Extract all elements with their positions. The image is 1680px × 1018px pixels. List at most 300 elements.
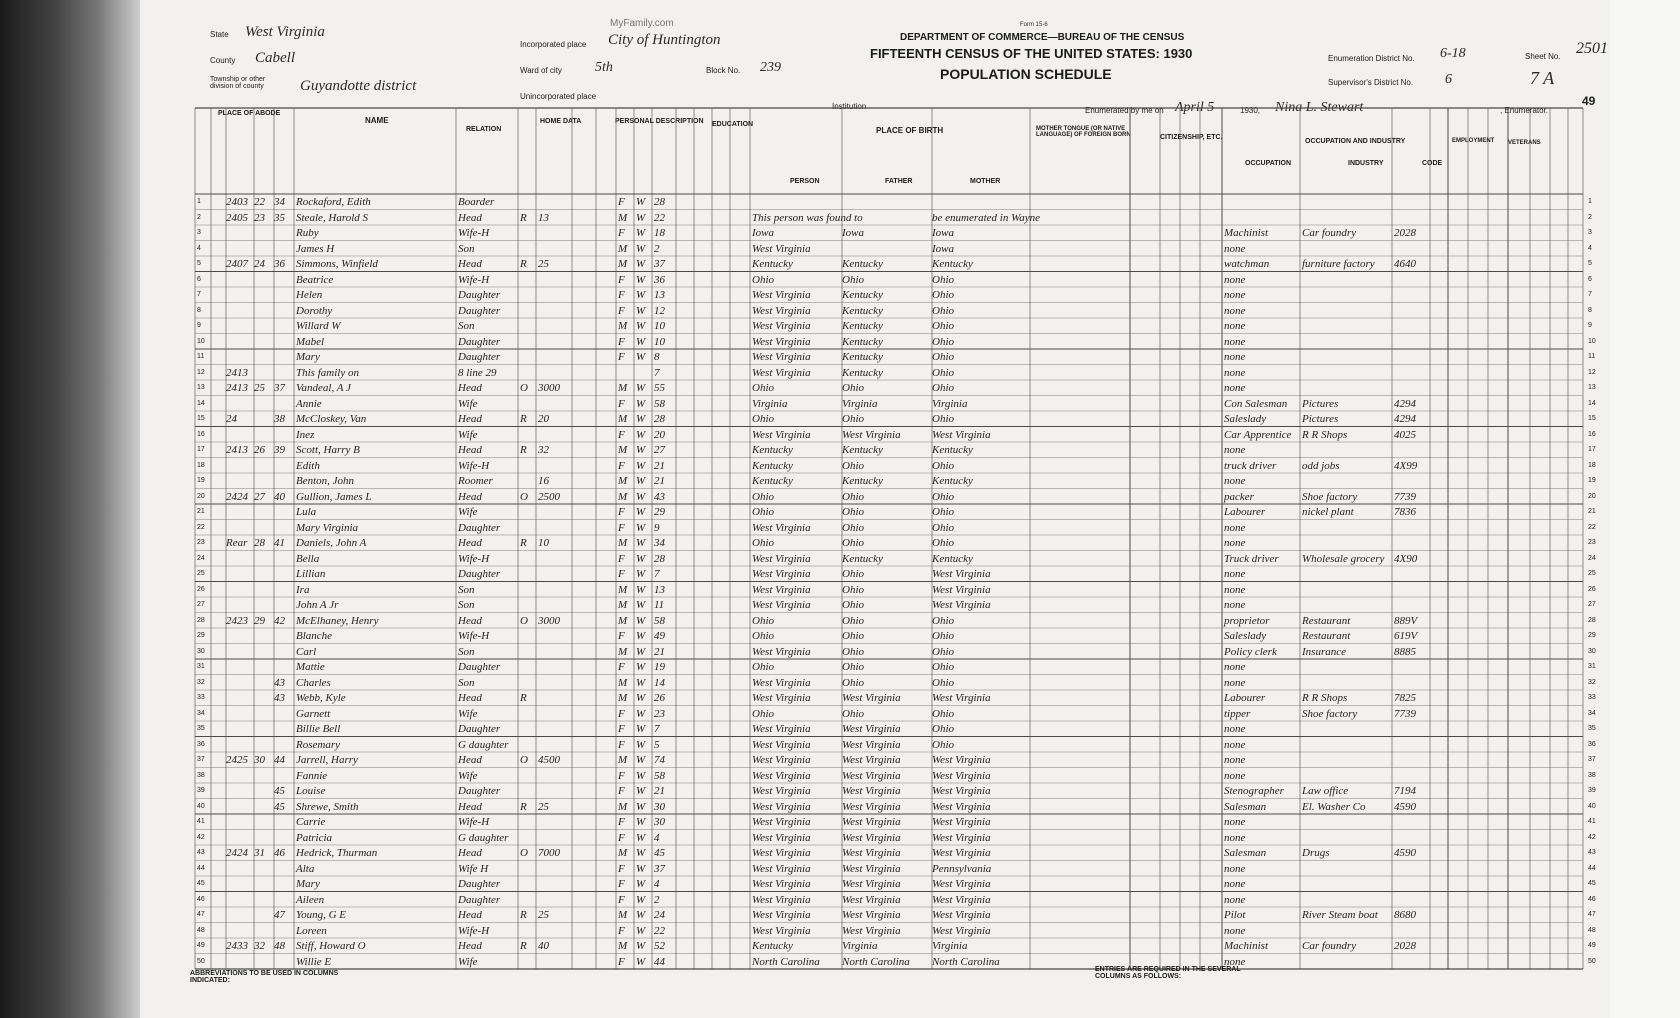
cell-mother: Ohio xyxy=(932,335,954,348)
cell-age: 29 xyxy=(654,506,665,518)
cell-rel: Daughter xyxy=(458,304,501,317)
cell-name: Hedrick, Thurman xyxy=(296,847,378,859)
cell-birth: West Virginia xyxy=(752,242,811,255)
col-place-of-abode: PLACE OF ABODE xyxy=(218,110,281,117)
cell-occ: none xyxy=(1224,862,1246,875)
ward-label: Ward of city xyxy=(520,66,562,75)
cell-birth: West Virginia xyxy=(752,676,811,689)
cell-race: W xyxy=(636,816,646,828)
township-value: Guyandotte district xyxy=(300,78,417,94)
cell-house: 2403 xyxy=(226,196,248,208)
cell-occ: none xyxy=(1224,273,1246,286)
cell-no: 17 xyxy=(197,446,205,453)
cell-occ: tipper xyxy=(1224,707,1251,720)
cell-father: Virginia xyxy=(842,397,878,410)
cell-name: Jarrell, Harry xyxy=(296,754,358,766)
right-line-number: 16 xyxy=(1588,430,1596,438)
cell-race: W xyxy=(636,273,646,286)
cell-home: R xyxy=(520,258,527,270)
cell-home: R xyxy=(520,211,527,224)
right-line-number: 14 xyxy=(1588,399,1596,407)
cell-mother: Pennsylvania xyxy=(932,862,992,875)
cell-age: 22 xyxy=(654,211,665,224)
cell-name: Scott, Harry B xyxy=(296,444,360,456)
cell-birth: This person was found to xyxy=(752,211,863,224)
cell-age: 8 xyxy=(654,351,660,363)
cell-ind: River Steam boat xyxy=(1302,909,1378,921)
cell-age: 24 xyxy=(654,909,665,921)
cell-mother: Iowa xyxy=(932,227,954,239)
cell-rel: Wife xyxy=(458,428,478,441)
cell-ind: R R Shops xyxy=(1302,692,1348,704)
cell-race: W xyxy=(636,304,646,317)
cell-home: O xyxy=(520,490,528,503)
cell-father: Kentucky xyxy=(842,552,883,565)
cell-birth: Kentucky xyxy=(752,459,793,472)
cell-mother: West Virginia xyxy=(932,847,991,859)
right-line-number: 46 xyxy=(1588,895,1596,903)
cell-code: 8885 xyxy=(1394,645,1416,658)
census-title: FIFTEENTH CENSUS OF THE UNITED STATES: 1930 xyxy=(870,46,1193,61)
cell-ind: Insurance xyxy=(1302,645,1346,658)
cell-race: W xyxy=(636,893,646,906)
right-line-number: 11 xyxy=(1588,353,1596,360)
col-relation: RELATION xyxy=(466,126,502,133)
cell-sex: F xyxy=(618,304,625,317)
cell-ind: Car foundry xyxy=(1302,227,1357,239)
cell-rel: Wife xyxy=(458,707,478,720)
cell-race: W xyxy=(636,428,646,441)
cell-home: R xyxy=(520,909,527,921)
cell-rel: Daughter xyxy=(458,568,501,580)
cell-age: 21 xyxy=(654,475,665,487)
cell-race: W xyxy=(636,940,646,952)
cell-birth: West Virginia xyxy=(752,351,811,363)
cell-mother: Ohio xyxy=(932,521,954,534)
cell-occ: Salesman xyxy=(1224,800,1267,813)
institution-label: Institution xyxy=(832,102,867,111)
right-line-number: 18 xyxy=(1588,461,1596,469)
cell-sex: M xyxy=(618,754,628,766)
cell-occ: none xyxy=(1224,723,1246,735)
state-value: West Virginia xyxy=(245,24,325,40)
cell-race: W xyxy=(636,351,646,363)
unincorporated-label: Unincorporated place xyxy=(520,92,597,101)
cell-code: 889V xyxy=(1394,614,1418,627)
cell-father: Kentucky xyxy=(842,258,883,270)
cell-rel: Head xyxy=(458,909,482,921)
right-line-number: 35 xyxy=(1588,725,1596,732)
right-line-number: 40 xyxy=(1588,802,1596,810)
cell-sex: M xyxy=(618,583,628,596)
cell-sex: F xyxy=(618,769,625,782)
cell-rel: Head xyxy=(458,382,482,394)
cell-rel: Head xyxy=(458,258,482,270)
right-line-number: 6 xyxy=(1588,275,1592,283)
cell-home: O xyxy=(520,382,528,394)
right-line-number: 23 xyxy=(1588,539,1596,546)
cell-age: 37 xyxy=(654,258,665,270)
cell-father: North Carolina xyxy=(842,955,910,968)
cell-age: 43 xyxy=(654,490,665,503)
cell-age: 18 xyxy=(654,227,665,239)
cell-family: 45 xyxy=(274,800,285,813)
cell-age: 45 xyxy=(654,847,665,859)
cell-father: Kentucky xyxy=(842,366,883,379)
cell-code: 4X99 xyxy=(1394,459,1418,472)
cell-rel: Head xyxy=(458,537,482,549)
right-line-number: 30 xyxy=(1588,647,1596,655)
cell-family: 35 xyxy=(274,211,285,224)
cell-birth: West Virginia xyxy=(752,738,811,751)
cell-occ: none xyxy=(1224,521,1246,534)
cell-age: 13 xyxy=(654,289,665,301)
cell-birth: West Virginia xyxy=(752,878,811,890)
cell-occ: none xyxy=(1224,878,1246,890)
cell-occ: Machinist xyxy=(1224,940,1268,952)
stamp-number: 2501 xyxy=(1576,40,1608,57)
cell-name: Mary xyxy=(296,878,320,890)
cell-race: W xyxy=(636,831,646,844)
cell-birth: Kentucky xyxy=(752,475,793,487)
cell-family: 41 xyxy=(274,537,285,549)
cell-sex: M xyxy=(618,909,628,921)
cell-ind: Restaurant xyxy=(1302,630,1351,642)
cell-occ: none xyxy=(1224,568,1246,580)
cell-age: 4 xyxy=(654,831,660,844)
cell-sex: F xyxy=(618,831,625,844)
cell-home: R xyxy=(520,537,527,549)
cell-occ: none xyxy=(1224,924,1246,937)
right-line-number: 5 xyxy=(1588,260,1592,267)
cell-age: 19 xyxy=(654,661,665,673)
right-line-number: 45 xyxy=(1588,880,1596,887)
cell-rel: Daughter xyxy=(458,351,501,363)
cell-sex: M xyxy=(618,537,628,549)
col-occupation: OCCUPATION xyxy=(1245,160,1292,167)
cell-father: Ohio xyxy=(842,707,864,720)
col-industry: INDUSTRY xyxy=(1348,160,1384,167)
cell-birth: West Virginia xyxy=(752,692,811,704)
col-home-data: HOME DATA xyxy=(540,118,582,125)
cell-rel: Head xyxy=(458,211,482,224)
cell-dwelling: 32 xyxy=(254,940,265,952)
cell-sex: M xyxy=(618,475,628,487)
cell-val: 20 xyxy=(538,413,549,425)
cell-age: 34 xyxy=(654,537,665,549)
cell-age: 30 xyxy=(654,816,665,828)
col-veterans: VETERANS xyxy=(1508,140,1541,146)
right-line-number: 15 xyxy=(1588,415,1596,422)
cell-occ: none xyxy=(1224,661,1246,673)
cell-rel: Daughter xyxy=(458,723,501,735)
cell-occ: none xyxy=(1224,599,1246,611)
cell-father: West Virginia xyxy=(842,428,901,441)
cell-family: 42 xyxy=(274,614,285,627)
cell-occ: Stenographer xyxy=(1224,785,1284,797)
cell-race: W xyxy=(636,397,646,410)
cell-house: 2424 xyxy=(226,847,248,859)
cell-name: Lillian xyxy=(296,568,326,580)
cell-birth: West Virginia xyxy=(752,909,811,921)
right-line-number: 39 xyxy=(1588,787,1596,794)
cell-mother: Kentucky xyxy=(932,258,973,270)
cell-sex: M xyxy=(618,211,628,224)
cell-no: 26 xyxy=(197,585,205,593)
cell-sex: F xyxy=(618,862,625,875)
right-line-number: 38 xyxy=(1588,771,1596,779)
cell-mother: Ohio xyxy=(932,676,954,689)
cell-no: 11 xyxy=(197,353,205,360)
cell-occ: none xyxy=(1224,475,1246,487)
cell-no: 27 xyxy=(197,601,205,608)
cell-ind: Restaurant xyxy=(1302,614,1351,627)
col-occupation-industry: OCCUPATION AND INDUSTRY xyxy=(1305,138,1406,145)
entries-required-title: ENTRIES ARE REQUIRED IN THE SEVERAL COLUMNS AS FOLLOWS: xyxy=(1095,966,1241,980)
cell-no: 44 xyxy=(197,864,205,872)
cell-sex: F xyxy=(618,568,625,580)
cell-family: 38 xyxy=(274,413,285,425)
cell-rel: Daughter xyxy=(458,893,501,906)
cell-rel: Wife xyxy=(458,769,478,782)
cell-age: 74 xyxy=(654,754,665,766)
enumerated-year: 1930, xyxy=(1240,106,1261,115)
cell-age: 11 xyxy=(654,599,665,611)
cell-no: 14 xyxy=(197,399,205,407)
cell-name: Willard W xyxy=(296,320,341,332)
cell-name: Alta xyxy=(296,862,315,875)
cell-father: Ohio xyxy=(842,490,864,503)
cell-mother: Ohio xyxy=(932,614,954,627)
cell-father: Kentucky xyxy=(842,351,883,363)
cell-rel: Boarder xyxy=(458,196,495,208)
cell-race: W xyxy=(636,723,646,735)
cell-family: 40 xyxy=(274,490,285,503)
cell-occ: none xyxy=(1224,676,1246,689)
cell-race: W xyxy=(636,211,646,224)
cell-race: W xyxy=(636,552,646,565)
cell-sex: M xyxy=(618,645,628,658)
cell-ind: Shoe factory xyxy=(1302,707,1358,720)
cell-birth: West Virginia xyxy=(752,831,811,844)
supervisor-label: Supervisor's District No. xyxy=(1328,78,1414,87)
page-number: 49 xyxy=(1582,94,1596,108)
right-line-number: 25 xyxy=(1588,570,1596,577)
cell-ind: odd jobs xyxy=(1302,459,1340,472)
cell-father: Ohio xyxy=(842,382,864,394)
cell-sex: F xyxy=(618,738,625,751)
cell-race: W xyxy=(636,785,646,797)
cell-sex: F xyxy=(618,785,625,797)
cell-sex: M xyxy=(618,258,628,270)
cell-name: Mabel xyxy=(296,335,325,348)
cell-birth: West Virginia xyxy=(752,568,811,580)
cell-dwelling: 24 xyxy=(254,258,265,270)
cell-dwelling: 30 xyxy=(254,754,265,766)
cell-mother: West Virginia xyxy=(932,568,991,580)
cell-code: 4294 xyxy=(1394,397,1416,410)
enumerated-date: April 5 xyxy=(1175,100,1215,115)
col-mother-tongue: MOTHER TONGUE (OR NATIVE LANGUAGE) OF FOREIGN BORN xyxy=(1036,126,1131,138)
right-line-number: 29 xyxy=(1588,632,1596,639)
cell-age: 21 xyxy=(654,785,665,797)
cell-rel: Wife-H xyxy=(458,227,490,239)
cell-occ: none xyxy=(1224,955,1246,968)
cell-occ: none xyxy=(1224,738,1246,751)
cell-no: 12 xyxy=(197,368,205,376)
cell-race: W xyxy=(636,878,646,890)
cell-name: Steale, Harold S xyxy=(296,211,368,224)
cell-rel: Head xyxy=(458,800,482,813)
cell-no: 23 xyxy=(197,539,205,546)
cell-name: Bella xyxy=(296,552,320,565)
cell-name: Mary xyxy=(296,351,320,363)
cell-birth: Virginia xyxy=(752,397,788,410)
cell-father: Ohio xyxy=(842,599,864,611)
cell-val: 2500 xyxy=(538,490,560,503)
cell-race: W xyxy=(636,475,646,487)
cell-mother: West Virginia xyxy=(932,800,991,813)
cell-name: McCloskey, Van xyxy=(296,413,367,425)
cell-ind: Wholesale grocery xyxy=(1302,552,1385,565)
cell-race: W xyxy=(636,909,646,921)
county-value: Cabell xyxy=(255,50,295,66)
cell-dwelling: 22 xyxy=(254,196,265,208)
cell-father: West Virginia xyxy=(842,878,901,890)
cell-mother: Ohio xyxy=(932,738,954,751)
cell-birth: West Virginia xyxy=(752,583,811,596)
cell-birth: Kentucky xyxy=(752,258,793,270)
cell-no: 47 xyxy=(197,911,205,918)
cell-mother: Iowa xyxy=(932,242,954,255)
cell-sex: F xyxy=(618,630,625,642)
cell-mother: West Virginia xyxy=(932,599,991,611)
cell-race: W xyxy=(636,599,646,611)
cell-code: 4X90 xyxy=(1394,552,1418,565)
cell-sex: F xyxy=(618,506,625,518)
cell-birth: West Virginia xyxy=(752,862,811,875)
cell-no: 9 xyxy=(197,322,201,329)
right-line-number: 34 xyxy=(1588,709,1596,717)
cell-mother: Ohio xyxy=(932,382,954,394)
cell-name: Dorothy xyxy=(296,304,333,317)
cell-house: 2407 xyxy=(226,258,248,270)
incorporated-value: City of Huntington xyxy=(608,32,721,48)
cell-father: West Virginia xyxy=(842,847,901,859)
right-line-number: 32 xyxy=(1588,678,1596,686)
cell-occ: none xyxy=(1224,366,1246,379)
cell-rel: Daughter xyxy=(458,335,501,348)
cell-mother: Kentucky xyxy=(932,444,973,456)
cell-no: 4 xyxy=(197,244,201,252)
cell-rel: Wife-H xyxy=(458,630,490,642)
cell-rel: G daughter xyxy=(458,831,509,844)
cell-sex: F xyxy=(618,335,625,348)
cell-no: 48 xyxy=(197,926,205,934)
cell-race: W xyxy=(636,490,646,503)
cell-sex: M xyxy=(618,692,628,704)
cell-rel: Wife xyxy=(458,506,478,518)
cell-birth: West Virginia xyxy=(752,800,811,813)
schedule-title: POPULATION SCHEDULE xyxy=(940,66,1112,82)
cell-dwelling: 23 xyxy=(254,211,265,224)
cell-name: Patricia xyxy=(296,831,333,844)
cell-rel: Son xyxy=(458,242,475,255)
cell-house: 2425 xyxy=(226,754,248,766)
ed-value: 6-18 xyxy=(1440,46,1466,61)
cell-birth: West Virginia xyxy=(752,847,811,859)
cell-name: Billie Bell xyxy=(296,723,341,735)
cell-mother: Ohio xyxy=(932,351,954,363)
cell-no: 38 xyxy=(197,771,205,779)
cell-occ: none xyxy=(1224,831,1246,844)
cell-val: 25 xyxy=(538,909,549,921)
cell-house: 2413 xyxy=(226,366,248,379)
cell-father: Ohio xyxy=(842,459,864,472)
cell-val: 3000 xyxy=(538,382,560,394)
cell-age: 7 xyxy=(654,568,660,580)
cell-age: 4 xyxy=(654,878,660,890)
cell-rel: Head xyxy=(458,754,482,766)
cell-val: 13 xyxy=(538,211,549,224)
cell-father: West Virginia xyxy=(842,800,901,813)
cell-age: 49 xyxy=(654,630,665,642)
cell-occ: Pilot xyxy=(1224,909,1246,921)
cell-no: 7 xyxy=(197,291,201,298)
cell-rel: Head xyxy=(458,614,482,627)
cell-birth: Iowa xyxy=(752,227,774,239)
cell-code: 4025 xyxy=(1394,428,1416,441)
cell-mother: West Virginia xyxy=(932,924,991,937)
cell-sex: F xyxy=(618,428,625,441)
cell-mother: Ohio xyxy=(932,630,954,642)
cell-age: 58 xyxy=(654,614,665,627)
cell-family: 48 xyxy=(274,940,285,952)
right-line-number: 7 xyxy=(1588,291,1592,298)
cell-name: Mattie xyxy=(296,661,325,673)
cell-ind: Drugs xyxy=(1302,847,1330,859)
cell-family: 46 xyxy=(274,847,285,859)
cell-sex: F xyxy=(618,955,625,968)
right-line-number: 9 xyxy=(1588,322,1592,329)
cell-name: Carrie xyxy=(296,816,326,828)
cell-no: 41 xyxy=(197,818,205,825)
cell-birth: Ohio xyxy=(752,630,774,642)
cell-sex: F xyxy=(618,521,625,534)
cell-mother: Ohio xyxy=(932,537,954,549)
cell-father: Ohio xyxy=(842,614,864,627)
supervisor-value: 6 xyxy=(1445,72,1452,87)
right-line-number: 27 xyxy=(1588,601,1596,608)
right-line-number: 12 xyxy=(1588,368,1596,376)
cell-rel: Son xyxy=(458,676,475,689)
ed-label: Enumeration District No. xyxy=(1328,54,1415,63)
cell-dwelling: 31 xyxy=(254,847,265,859)
cell-occ: Policy clerk xyxy=(1224,645,1277,658)
cell-father: West Virginia xyxy=(842,754,901,766)
cell-no: 22 xyxy=(197,523,205,531)
cell-father: Ohio xyxy=(842,521,864,534)
cell-name: Edith xyxy=(296,459,320,472)
cell-family: 47 xyxy=(274,909,285,921)
cell-birth: West Virginia xyxy=(752,754,811,766)
cell-house: Rear xyxy=(226,537,248,549)
cell-val: 32 xyxy=(538,444,549,456)
cell-no: 2 xyxy=(197,213,201,221)
cell-mother: West Virginia xyxy=(932,428,991,441)
cell-code: 7194 xyxy=(1394,785,1416,797)
cell-code: 8680 xyxy=(1394,909,1416,921)
